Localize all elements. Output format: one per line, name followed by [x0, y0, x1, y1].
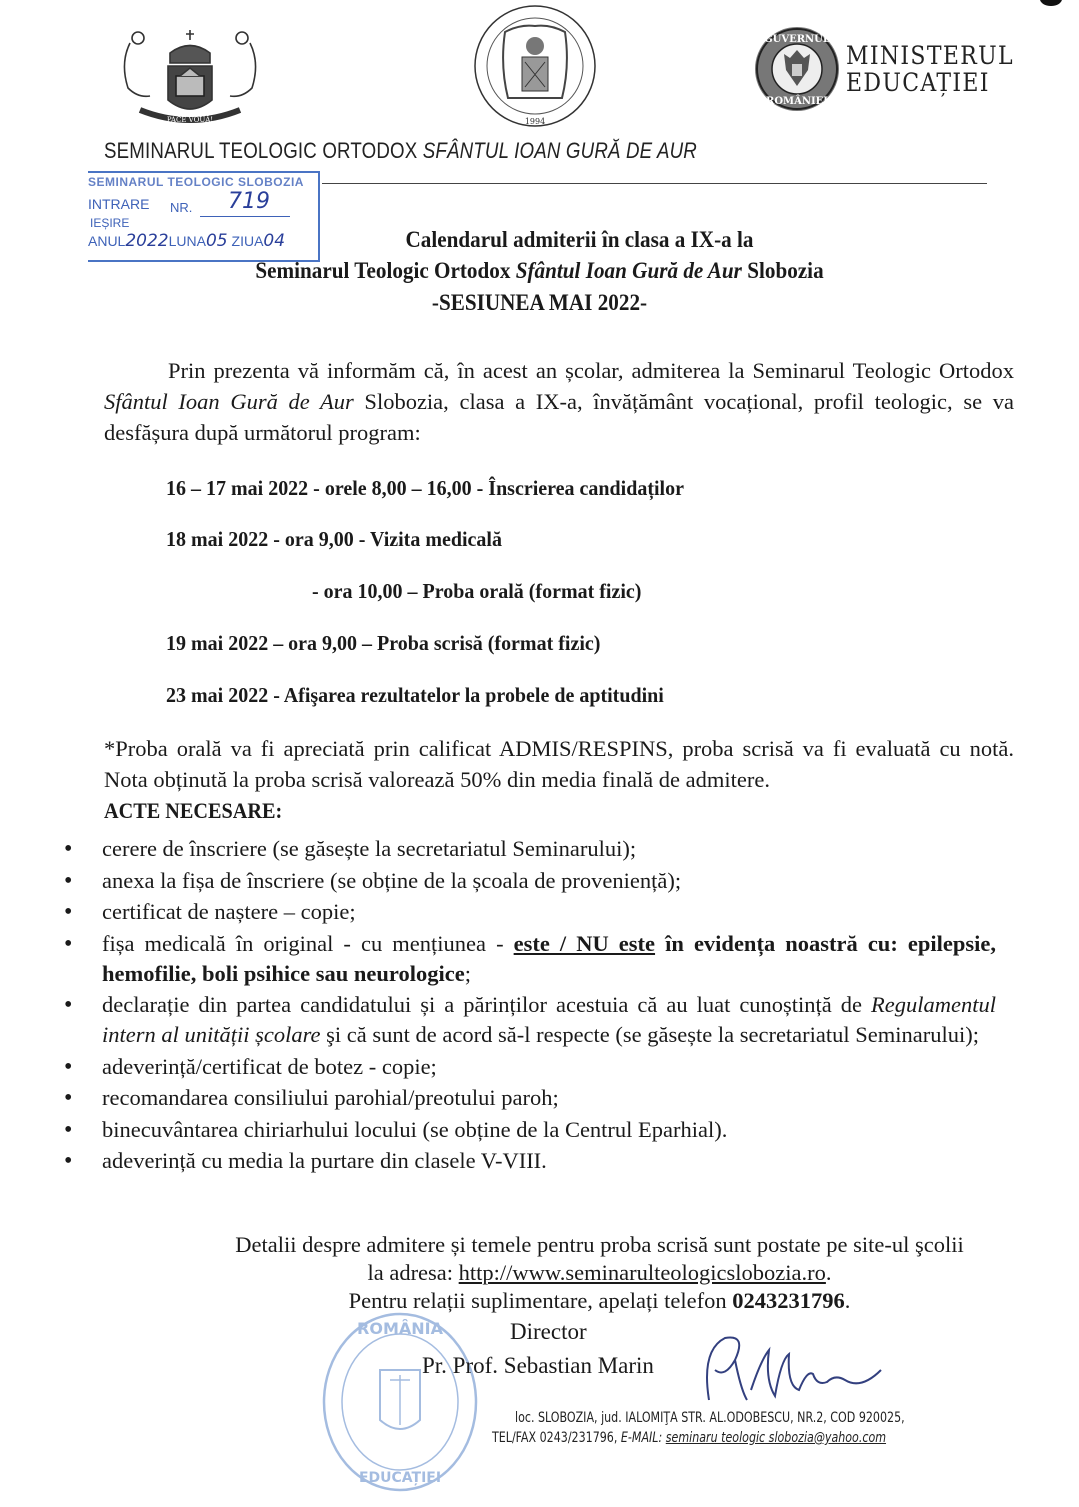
ministry-line2: EDUCAȚIEI: [846, 68, 990, 97]
intro-italic: Sfântul Ioan Gură de Aur: [104, 389, 354, 414]
declaration-end: şi că sunt de acord să-l respecte (se găsește la secretariatul Seminarului);: [320, 1022, 980, 1047]
director-title: Director: [510, 1319, 587, 1344]
list-item: [64, 929, 996, 989]
email-label: E-MAIL:: [620, 1430, 663, 1446]
medical-item-plain: fișa medicală în original - cu mențiunea -: [102, 930, 514, 956]
list-item: • adeverință cu media la purtare din clasele V-VIII.: [64, 1146, 996, 1176]
medical-item-underlined: este / NU este: [513, 930, 656, 956]
schedule-item: - ora 10,00 – Proba orală (format fizic): [312, 579, 642, 603]
list-item: • anexa la fișa de înscriere (se obține de la școala de proveniență);: [64, 866, 996, 896]
phone-number: 0243231796: [732, 1288, 845, 1313]
ministry-name: [846, 42, 1014, 96]
ministry-line1: MINISTERUL: [846, 41, 1014, 70]
required-docs-heading: ACTE NECESARE:: [104, 798, 283, 823]
document-title-line2: [43, 255, 1036, 286]
tel-fax: TEL/FAX 0243/231796,: [492, 1430, 621, 1446]
contact-line: [60, 1287, 1079, 1315]
list-item: • cerere de înscriere (se găsește la secretariatul Seminarului);: [64, 834, 996, 864]
schedule-item: 19 mai 2022 – ora 9,00 – Proba scrisă (format fizic): [166, 631, 601, 655]
contact-text: Pentru relații suplimentare, apelați telefon: [348, 1288, 733, 1313]
document-title-session: -SESIUNEA MAI 2022-: [431, 290, 648, 315]
stamp-day-value: 04: [263, 231, 286, 251]
stamp-exit-label: IEȘIRE: [90, 216, 130, 230]
list-item: • certificat de naștere – copie;: [64, 897, 996, 927]
logo-motto: PACE VOUĂ!: [166, 116, 214, 124]
declaration-plain: declarație din partea candidatului și a părinților acestuia că au luat cunoștință de: [102, 992, 872, 1017]
stamp-nr-label: NR.: [170, 200, 193, 215]
intro-paragraph: [104, 355, 1014, 448]
stamp-institution: SEMINARUL TEOLOGIC SLOBOZIA: [88, 175, 304, 189]
stamp-entry-label: INTRARE: [88, 196, 150, 212]
title-line2-start: Seminarul Teologic Ortodox: [255, 258, 516, 283]
title-line2-italic: Sfântul Ioan Gură de Aur: [515, 258, 742, 283]
list-item: • recomandarea consiliului parohial/preotului paroh;: [64, 1083, 996, 1113]
schedule-item: 23 mai 2022 - Afişarea rezultatelor la probele de aptitudini: [166, 683, 664, 707]
header-divider: [322, 183, 987, 184]
required-docs-list: [64, 834, 996, 1178]
stamp-nr-line: [200, 216, 290, 217]
stamp-month-value: 05: [205, 231, 228, 251]
document-title-line1: Calendarul admiterii în clasa a IX-a la: [405, 227, 754, 252]
contact-tel-email: [492, 1428, 886, 1448]
schedule-item: 16 – 17 mai 2022 - orele 8,00 – 16,00 - Înscrierea candidaților: [166, 476, 684, 500]
evaluation-note: *Proba orală va fi apreciată prin calificat ADMIS/RESPINS, proba scrisă va fi evaluată cu notă. Nota obținută la proba scrisă valorează 50% din media finală de admitere.: [104, 736, 1014, 792]
school-header: [104, 138, 697, 164]
stamp-day-label: ZIUA: [231, 233, 264, 249]
stamp-year-value: 2022: [125, 231, 169, 251]
intro-part1: Prin prezenta vă informăm că, în acest an școlar, admiterea la Seminarul Teologic Ortodox: [168, 358, 1014, 383]
seminary-seal-logo: [460, 2, 610, 132]
director-name: Pr. Prof. Sebastian Marin: [422, 1353, 654, 1378]
website-end: .: [825, 1260, 832, 1285]
list-item: • adeverință/certificat de botez - copie;: [64, 1052, 996, 1082]
government-seal-logo: [752, 24, 842, 114]
contact-address: loc. SLOBOZIA, jud. IALOMIŢA STR. AL.ODOBESCU, NR.2, COD 920025,: [515, 1410, 905, 1426]
scan-corner-mark: [1040, 0, 1062, 6]
medical-item-bold: în evidența noastră cu: epilepsie, hemofilie, boli psihice sau neurologice: [102, 930, 997, 986]
seal-year: 1994: [524, 117, 546, 126]
svg-text:EDUCAȚIEI: EDUCAȚIEI: [358, 1470, 442, 1486]
website-label: la adresa:: [367, 1260, 459, 1285]
contact-end: .: [844, 1288, 851, 1313]
school-name-plain: SEMINARUL TEOLOGIC ORTODOX: [104, 138, 423, 163]
details-line: Detalii despre admitere și temele pentru proba scrisă sunt postate pe site-ul şcolii: [235, 1232, 964, 1257]
gov-seal-top-text: GUVERNUL: [764, 34, 830, 45]
declaration-italic: Regulamentul intern al unității școlare: [102, 992, 996, 1047]
email-link[interactable]: seminaru teologic slobozia@yahoo.com: [665, 1430, 887, 1446]
svg-text:ROMÂNIA: ROMÂNIA: [357, 1319, 443, 1338]
title-line2-end: Slobozia: [741, 258, 824, 283]
list-item: • binecuvântarea chiriarhului locului (se obține de la Centrul Eparhial).: [64, 1115, 996, 1145]
medical-item-end: ;: [464, 960, 471, 986]
list-item: [64, 990, 996, 1050]
episcopal-coat-of-arms-logo: [110, 18, 270, 133]
gov-seal-bottom-text: ROMÂNIEI: [766, 96, 828, 107]
school-name-italic: SFÂNTUL IOAN GURĂ DE AUR: [422, 138, 697, 163]
stamp-month-label: LUNA: [168, 233, 206, 249]
official-seal-stamp: [320, 1310, 480, 1495]
intro-part2: Slobozia, clasa a IX-a, învățământ vocațional, profil teologic, se va desfășura după următorul program:: [104, 389, 1014, 445]
director-signature: [695, 1330, 885, 1410]
stamp-year-label: ANUL: [88, 233, 126, 249]
schedule-item: 18 mai 2022 - ora 9,00 - Vizita medicală: [166, 527, 502, 551]
website-line: [60, 1259, 1079, 1287]
website-link[interactable]: http://www.seminarulteologicslobozia.ro: [458, 1260, 826, 1285]
stamp-nr-value: 719: [228, 189, 270, 214]
